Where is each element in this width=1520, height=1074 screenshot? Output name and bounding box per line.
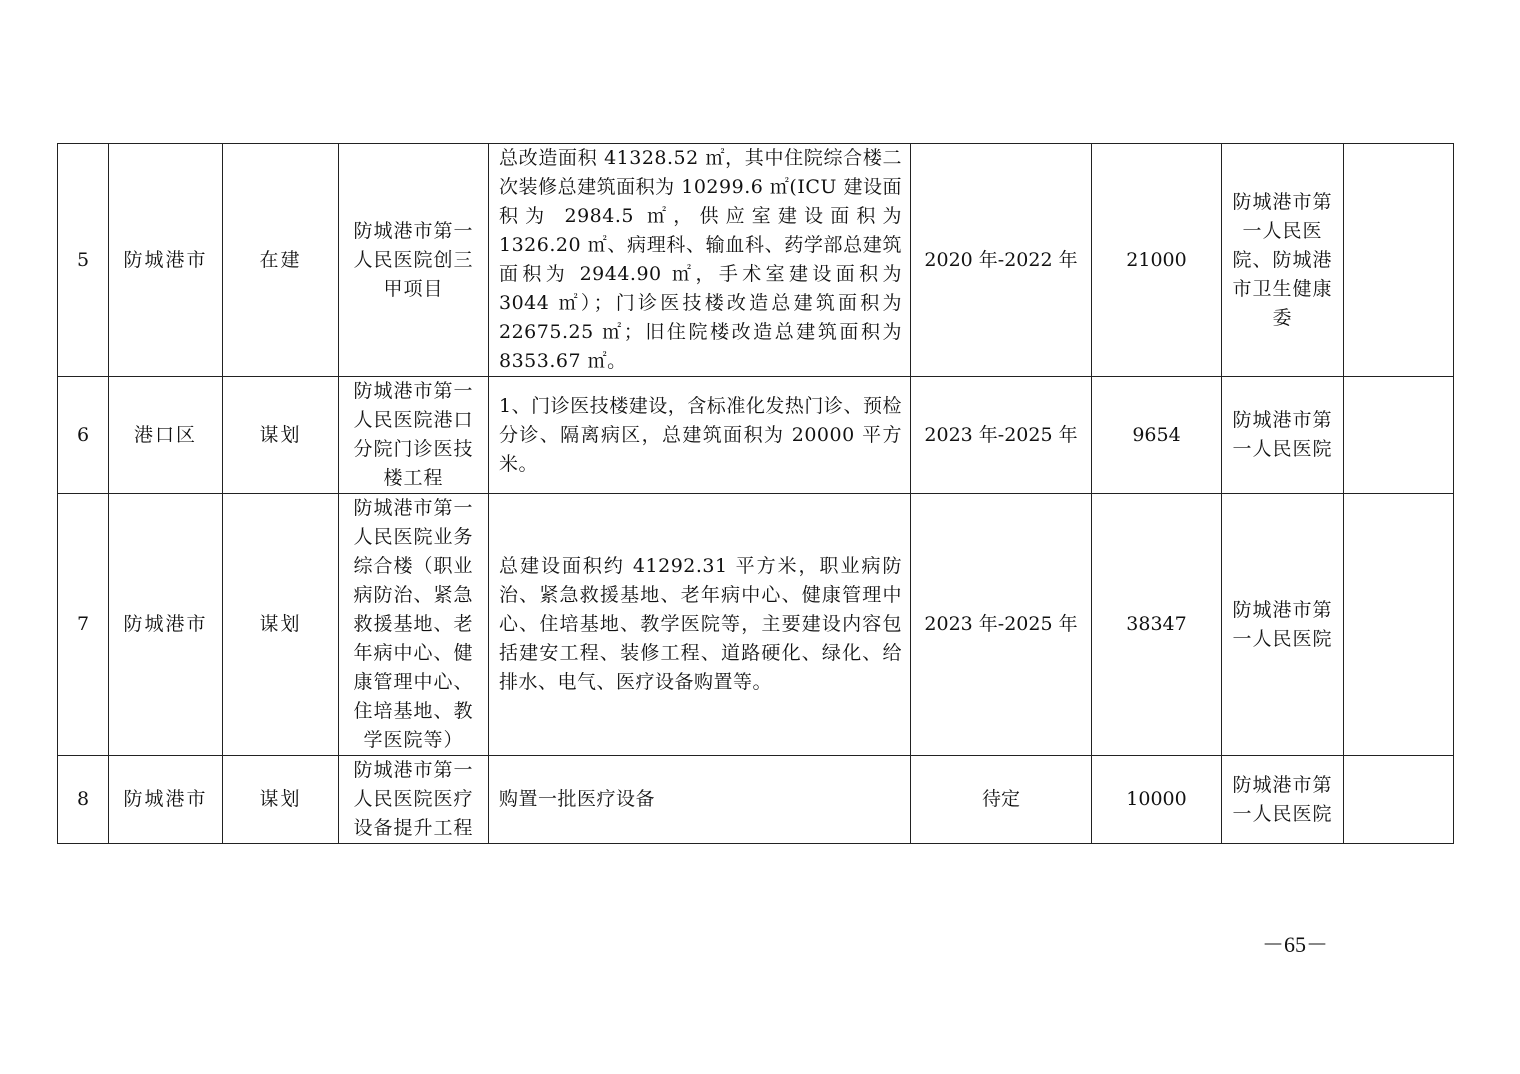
project-name-cell: 防城港市第一人民医院医疗设备提升工程 [339,756,489,844]
construction-content-cell: 购置一批医疗设备 [489,756,911,844]
status-cell: 谋划 [223,377,339,494]
table-row [58,377,1454,494]
owner-cell: 防城港市第一人民医院 [1222,377,1344,494]
status-cell: 谋划 [223,756,339,844]
construction-content-cell: 1、门诊医技楼建设，含标准化发热门诊、预检分诊、隔离病区，总建筑面积为 20000 平方米。 [489,377,911,494]
note-cell [1344,144,1454,377]
table-row [58,494,1454,756]
note-cell [1344,377,1454,494]
table-row [58,756,1454,844]
status-cell: 在建 [223,144,339,377]
investment-cell: 21000 [1092,144,1222,377]
region-cell: 防城港市 [109,494,223,756]
period-cell: 2023 年-2025 年 [911,377,1092,494]
region-cell: 防城港市 [109,144,223,377]
investment-cell: 9654 [1092,377,1222,494]
region-cell: 港口区 [109,377,223,494]
region-cell: 防城港市 [109,756,223,844]
note-cell [1344,756,1454,844]
construction-content-cell: 总建设面积约 41292.31 平方米，职业病防治、紧急救援基地、老年病中心、健康管理中心、住培基地、教学医院等，主要建设内容包括建安工程、装修工程、道路硬化、绿化、给排水、电气、医疗设备购置等。 [489,494,911,756]
period-cell: 2023 年-2025 年 [911,494,1092,756]
project-name-cell: 防城港市第一人民医院创三甲项目 [339,144,489,377]
period-cell: 2020 年-2022 年 [911,144,1092,377]
owner-cell: 防城港市第一人民医院 [1222,494,1344,756]
row-number: 5 [58,144,109,377]
period-cell: 待定 [911,756,1092,844]
owner-cell: 防城港市第一人民医院 [1222,756,1344,844]
row-number: 7 [58,494,109,756]
note-cell [1344,494,1454,756]
row-number: 8 [58,756,109,844]
investment-cell: 38347 [1092,494,1222,756]
row-number: 6 [58,377,109,494]
table-row [58,144,1454,377]
project-name-cell: 防城港市第一人民医院港口分院门诊医技楼工程 [339,377,489,494]
project-name-cell: 防城港市第一人民医院业务综合楼（职业病防治、紧急救援基地、老年病中心、健康管理中心、住培基地、教学医院等） [339,494,489,756]
investment-cell: 10000 [1092,756,1222,844]
owner-cell: 防城港市第一人民医院、防城港市卫生健康委 [1222,144,1344,377]
project-table [57,143,1454,844]
status-cell: 谋划 [223,494,339,756]
construction-content-cell: 总改造面积 41328.52 ㎡，其中住院综合楼二次装修总建筑面积为 10299.6 ㎡(ICU 建设面积为 2984.5 ㎡，供应室建设面积为 1326.20 ㎡、病理科、输血科、药学部总建筑面积为 2944.90 ㎡，手术室建设面积为 3044 ㎡）；门诊医技楼改造总建筑面积为 22675.25 ㎡；旧住院楼改造总建筑面积为 8353.67 ㎡。 [489,144,911,377]
page-number: －65－ [1261,932,1328,957]
